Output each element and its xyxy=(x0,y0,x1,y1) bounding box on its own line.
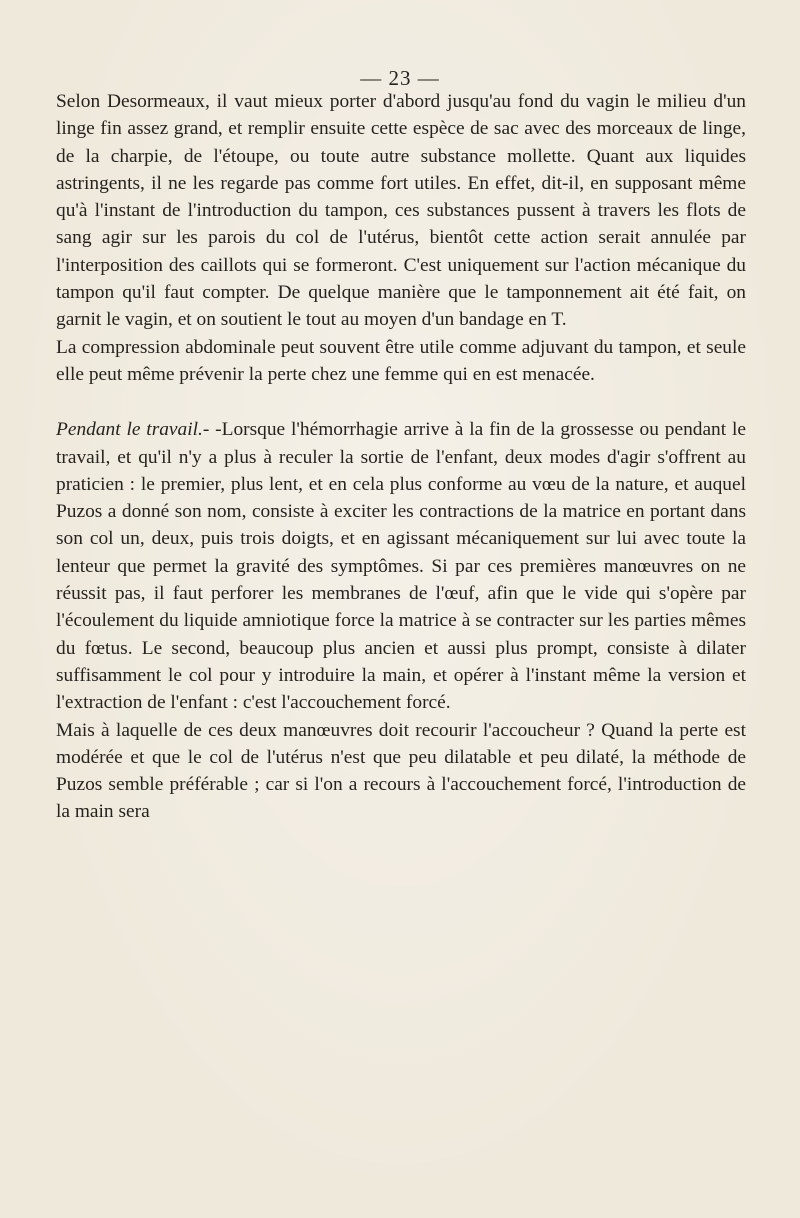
page-number: — 23 — xyxy=(360,66,440,90)
paragraph-desormeaux: Selon Desormeaux, il vaut mieux porter d'abord jusqu'au fond du vagin le milieu d'un linge fin assez grand, et remplir ensuite cette espèce de sac avec des morceaux de linge, de la charpie, de l'étoupe, ou toute autre substance mollette. Quant aux liquides astringents, il ne les regarde pas comme fort utiles. En effet, dit-il, en supposant même qu'à l'instant de l'introduction du tampon, ces substances pussent à travers les flots de sang agir sur les parois du col de l'utérus, bientôt cette action serait annulée par l'interposition des caillots qui se formeront. C'est uniquement sur l'action mécanique du tampon qu'il faut compter. De quelque manière que le tamponnement ait été fait, on garnit le vagin, et on soutient le tout au moyen d'un bandage en T. xyxy=(56,91,746,331)
paragraph-pendant-text: - -Lorsque l'hémorrhagie arrive à la fin de la grossesse ou pendant le travail, et qu'il n'y a plus à reculer la sortie de l'enfant, deux modes d'agir s'offrent au praticien : le premier, plus lent, et en cela plus conforme au vœu de la nature, et auquel Puzos a donné son nom, consiste à exciter les contractions de la matrice en portant dans son col un, deux, puis trois doigts, et en agissant mécaniquement sur lui avec toute la lenteur que permet la gravité des symptômes. Si par ces premières manœuvres on ne réussit pas, il faut perforer les membranes de l'œuf, afin que le vide qui s'opère par l'écoulement du liquide amniotique force la matrice à se contracter sur les parties mêmes du fœtus. Le second, beaucoup plus ancien et aussi plus prompt, consiste à dilater suffisamment le col pour y introduire la main, et opérer à l'instant même la version et l'extraction de l'enfant : c'est l'accouchement forcé. xyxy=(56,419,746,714)
body-text xyxy=(56,88,746,826)
paragraph-compression: La compression abdominale peut souvent être utile comme adjuvant du tampon, et seule elle peut même prévenir la perte chez une femme qui en est menacée. xyxy=(56,336,746,385)
paragraph-pendant-le-travail xyxy=(56,416,746,716)
section-gap xyxy=(56,388,746,416)
paragraph-laquelle: Mais à laquelle de ces deux manœuvres doit recourir l'accoucheur ? Quand la perte est modérée et que le col de l'utérus n'est que peu dilatable et peu dilaté, la méthode de Puzos semble préférable ; car si l'on a recours à l'accouchement forcé, l'introduction de la main sera xyxy=(56,719,746,823)
section-heading-italic: Pendant le travail. xyxy=(56,419,203,441)
